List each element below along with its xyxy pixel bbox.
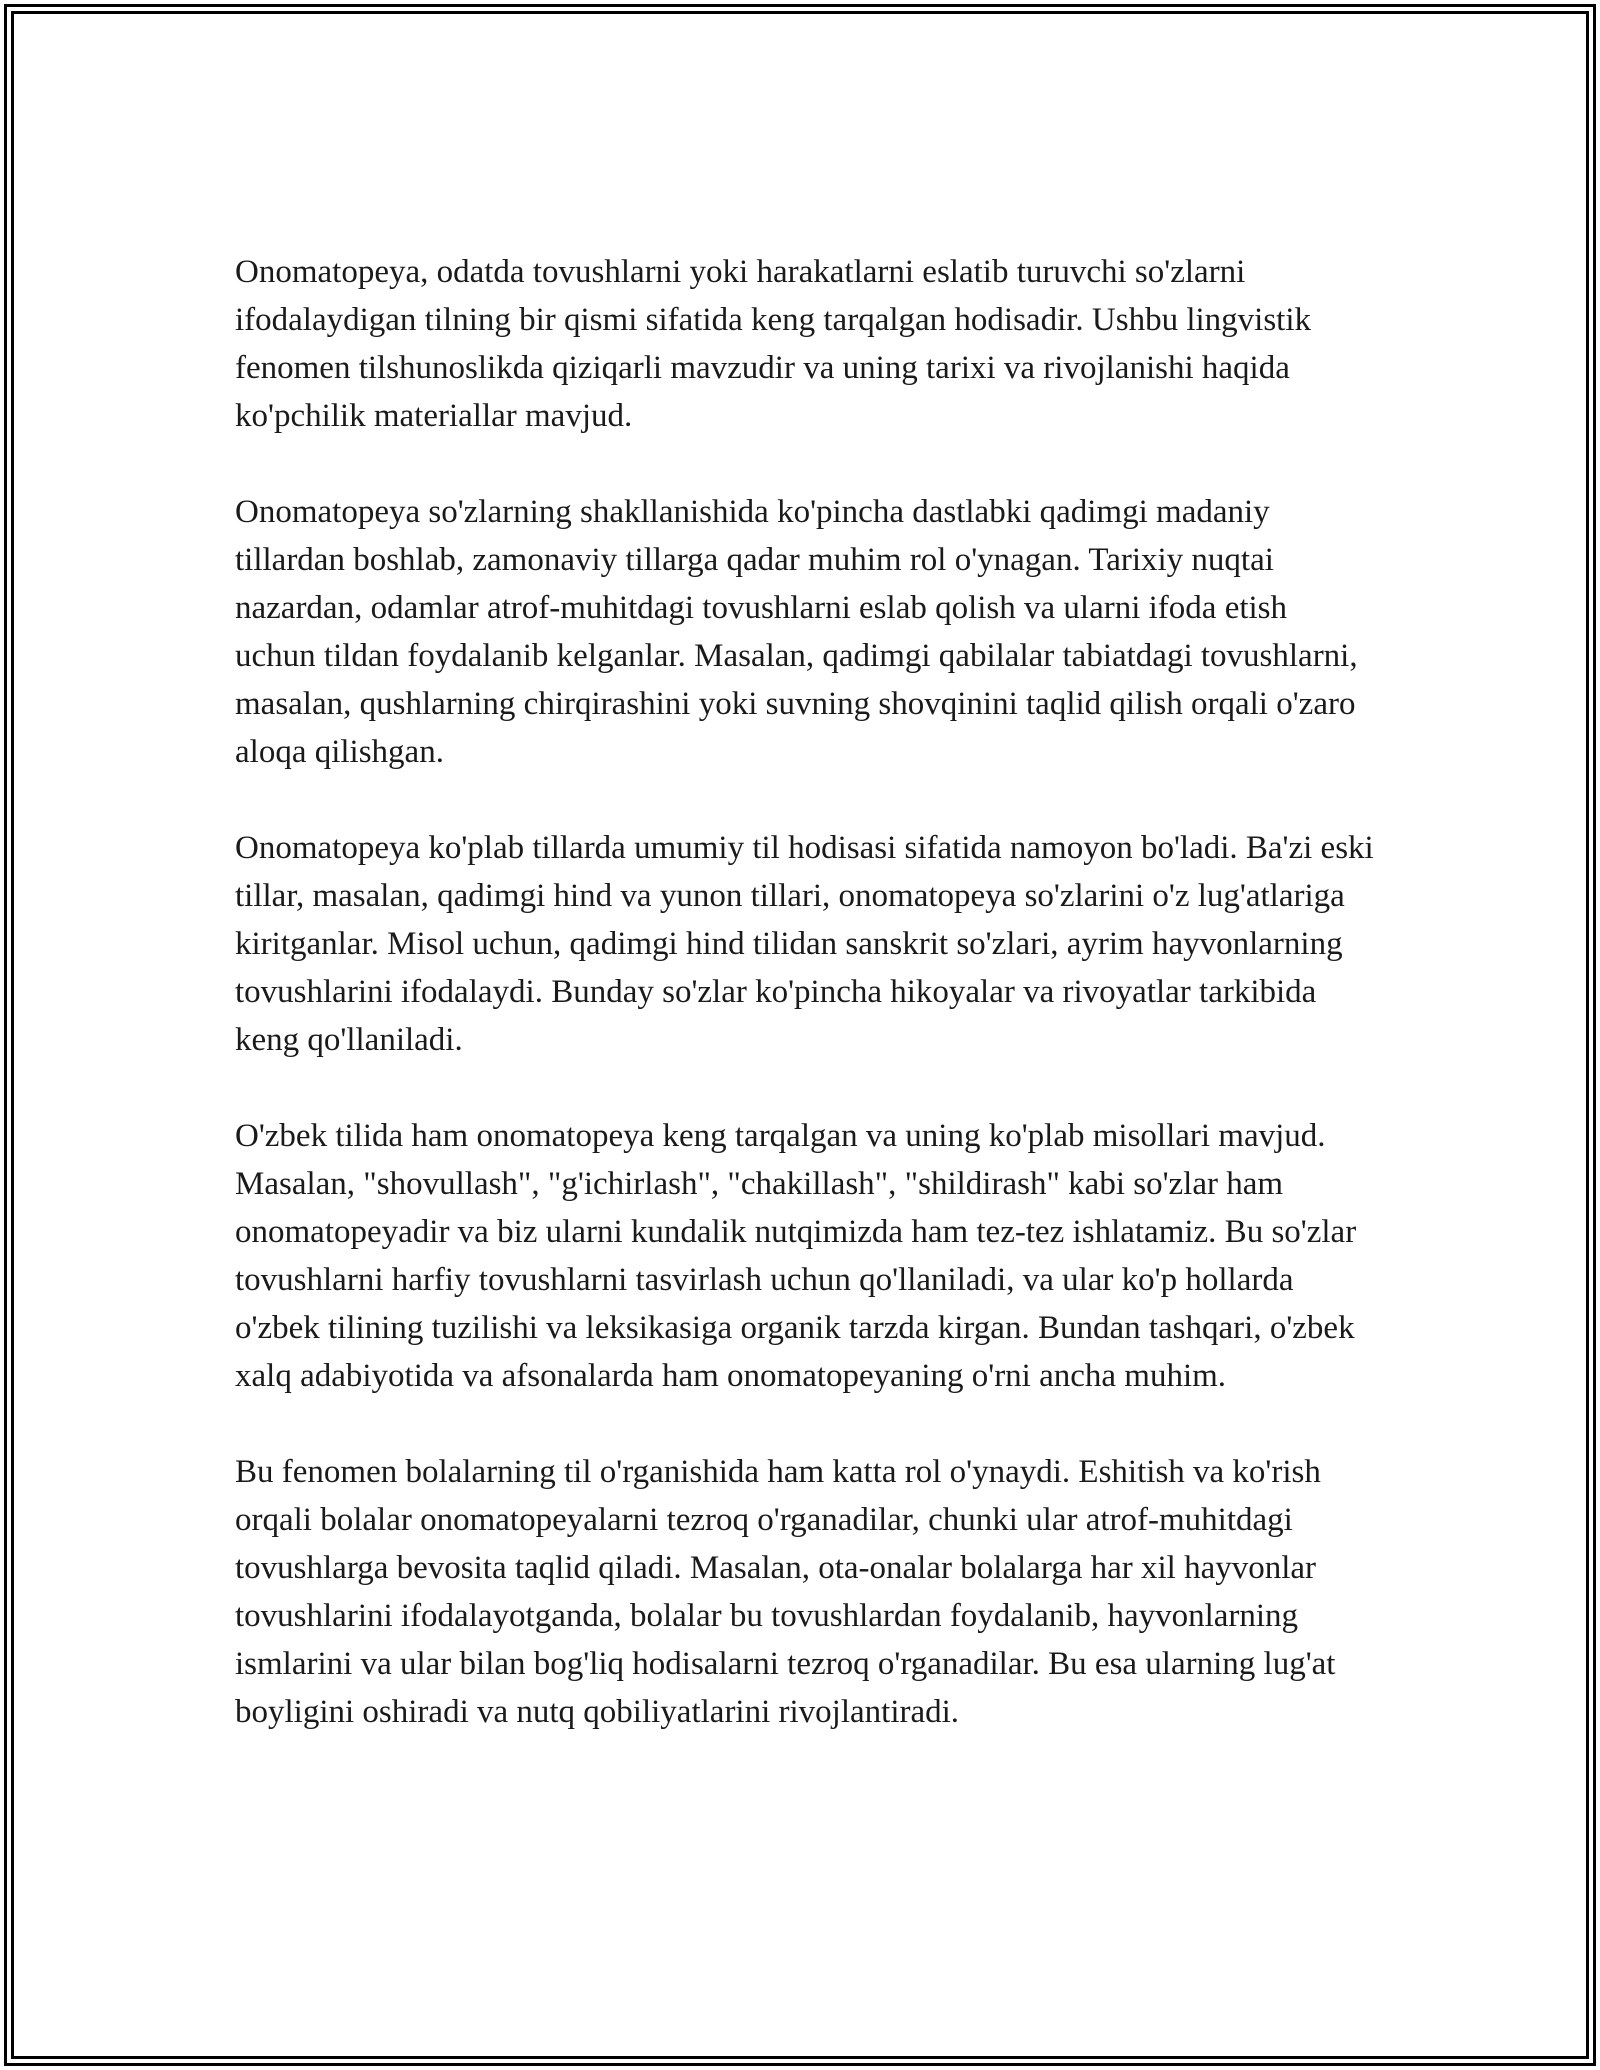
paragraph-3: Onomatopeya ko'plab tillarda umumiy til hodisasi sifatida namoyon bo'ladi. Ba'zi eski tillar, masalan, qadimgi hind va yunon tillari, onomatopeya so'zlarini o'z lug'atlariga kiritganlar. Misol uchun, qadimgi hind tilidan sanskrit so'zlari, ayrim hayvonlarning tovushlarini ifodalaydi. Bunday so'zlar ko'pincha hikoyalar va rivoyatlar tarkibida keng qo'llaniladi.: [235, 830, 1374, 1058]
paragraph-1: Onomatopeya, odatda tovushlarni yoki harakatlarni eslatib turuvchi so'zlarni ifodalaydigan tilning bir qismi sifatida keng tarqalgan hodisadir. Ushbu lingvistik fenomen tilshunoslikda qiziqarli mavzudir va uning tarixi va rivojlanishi haqida ko'pchilik materiallar mavjud.: [235, 254, 1312, 434]
paragraph-2: Onomatopeya so'zlarning shakllanishida ko'pincha dastlabki qadimgi madaniy tillardan boshlab, zamonaviy tillarga qadar muhim rol o'ynagan. Tarixiy nuqtai nazardan, odamlar atrof-muhitdagi tovushlarni eslab qolish va ularni ifoda etish uchun tildan foydalanib kelganlar. Masalan, qadimgi qabilalar tabiatdagi tovushlarni, masalan, qushlarning chirqirashini yoki suvning shovqinini taqlid qilish orqali o'zaro aloqa qilishgan.: [235, 494, 1358, 770]
document-body: [235, 248, 1375, 1736]
paragraph-5: Bu fenomen bolalarning til o'rganishida ham katta rol o'ynaydi. Eshitish va ko'rish orqali bolalar onomatopeyalarni tezroq o'rganadilar, chunki ular atrof-muhitdagi tovushlarga bevosita taqlid qiladi. Masalan, ota-onalar bolalarga har xil hayvonlar tovushlarini ifodalayotganda, bolalar bu tovushlardan foydalanib, hayvonlarning ismlarini va ular bilan bog'liq hodisalarni tezroq o'rganadilar. Bu esa ularning lug'at boyligini oshiradi va nutq qobiliyatlarini rivojlantiradi.: [235, 1454, 1336, 1730]
paragraph-4: O'zbek tilida ham onomatopeya keng tarqalgan va uning ko'plab misollari mavjud. Masalan, "shovullash", "g'ichirlash", "chakillash", "shildirash" kabi so'zlar ham onomatopeyadir va biz ularni kundalik nutqimizda ham tez-tez ishlatamiz. Bu so'zlar tovushlarni harfiy tovushlarni tasvirlash uchun qo'llaniladi, va ular ko'p hollarda o'zbek tilining tuzilishi va leksikasiga organik tarzda kirgan. Bundan tashqari, o'zbek xalq adabiyotida va afsonalarda ham onomatopeyaning o'rni ancha muhim.: [235, 1118, 1357, 1394]
